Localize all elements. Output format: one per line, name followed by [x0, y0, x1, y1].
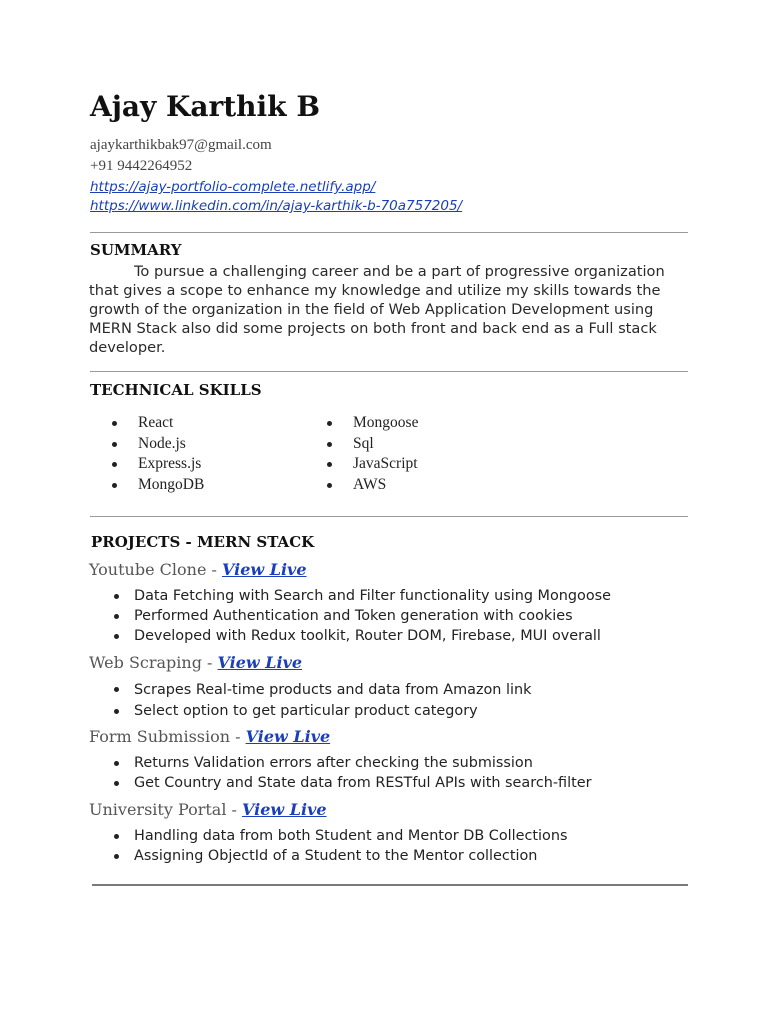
bullet-text: Get Country and State data from RESTful APIs with search-filter: [134, 775, 592, 791]
list-item: [112, 606, 611, 626]
list-item: [112, 701, 531, 721]
skills-heading: TECHNICAL SKILLS: [90, 381, 262, 399]
project-title-youtube-clone: [89, 560, 307, 579]
skill-item: [112, 475, 204, 496]
bullet-icon: [112, 462, 117, 467]
skill-label: React: [138, 414, 174, 431]
view-live-link[interactable]: View Live: [217, 653, 303, 672]
project-separator: -: [206, 560, 222, 579]
project-name: Youtube Clone: [89, 560, 207, 579]
skill-label: Express.js: [138, 455, 202, 472]
bullet-text: Handling data from both Student and Mentor DB Collections: [134, 828, 568, 844]
view-live-link[interactable]: View Live: [242, 800, 327, 819]
project-name: University Portal: [89, 800, 227, 819]
project-separator: -: [226, 800, 243, 819]
bullet-icon: [112, 483, 117, 488]
project-bullets-web-scraping: [112, 679, 531, 721]
bullet-icon: [114, 614, 119, 619]
bullet-icon: [327, 483, 332, 488]
summary-heading: SUMMARY: [90, 241, 182, 259]
view-live-link[interactable]: View Live: [245, 727, 331, 746]
candidate-name: Ajay Karthik B: [90, 90, 320, 123]
bullet-icon: [114, 634, 119, 639]
bullet-text: Data Fetching with Search and Filter functionality using Mongoose: [134, 588, 611, 604]
project-bullets-youtube-clone: [112, 586, 611, 646]
skill-label: JavaScript: [353, 455, 418, 472]
bullet-text: Assigning ObjectId of a Student to the Mentor collection: [134, 848, 538, 864]
bullet-icon: [114, 854, 119, 859]
phone-text: +91 9442264952: [90, 158, 193, 174]
list-item: [112, 679, 531, 701]
skill-item: [327, 475, 418, 496]
bullet-icon: [327, 421, 332, 426]
list-item: [112, 753, 592, 773]
skill-label: AWS: [353, 475, 387, 493]
project-title-university-portal: [89, 800, 327, 819]
bullet-text: Developed with Redux toolkit, Router DOM, Firebase, MUI overall: [134, 628, 601, 644]
projects-heading: PROJECTS - MERN STACK: [91, 533, 315, 551]
list-item: [112, 773, 592, 793]
skill-label: Sql: [353, 434, 374, 452]
skill-label: MongoDB: [138, 475, 205, 493]
divider-skills: [90, 371, 688, 372]
skills-column-right: [327, 413, 418, 495]
bullet-text: Scrapes Real-time products and data from Amazon link: [134, 682, 532, 698]
bullet-icon: [114, 761, 119, 766]
list-item: [112, 586, 611, 606]
bullet-icon: [114, 594, 119, 599]
bullet-icon: [327, 442, 332, 447]
view-live-link[interactable]: View Live: [221, 560, 307, 579]
skill-label: Node.js: [138, 434, 186, 452]
project-separator: -: [230, 727, 246, 746]
skill-label: Mongoose: [353, 414, 419, 431]
bullet-icon: [114, 687, 119, 692]
skill-item: [327, 434, 418, 455]
bullet-icon: [112, 421, 117, 426]
bullet-text: Select option to get particular product category: [134, 703, 478, 719]
bullet-icon: [114, 781, 119, 786]
divider-summary: [90, 232, 688, 233]
bullet-text: Returns Validation errors after checking the submission: [134, 755, 533, 771]
bullet-text: Performed Authentication and Token generation with cookies: [134, 608, 573, 624]
bullet-icon: [327, 462, 332, 467]
divider-bottom: [92, 884, 688, 886]
skill-item: [112, 434, 204, 455]
divider-projects: [90, 516, 688, 517]
list-item: [112, 626, 611, 646]
linkedin-link[interactable]: https://www.linkedin.com/in/ajay-karthik-b-70a757205/: [90, 198, 463, 214]
project-title-web-scraping: [89, 653, 302, 672]
project-name: Web Scraping: [89, 653, 202, 672]
summary-text: To pursue a challenging career and be a part of progressive organization that gives a scope to enhance my knowledge and utilize my skills towards the growth of the organization in the field of Web Application Development using MERN Stack also did some projects on both front and back end as a Full stack developer.: [89, 263, 665, 356]
list-item: [112, 846, 567, 866]
project-separator: -: [201, 653, 218, 672]
project-title-form-submission: [89, 727, 330, 746]
skill-item: [327, 454, 418, 475]
project-bullets-form-submission: [112, 753, 592, 793]
list-item: [112, 826, 567, 846]
skills-column-left: [112, 413, 204, 495]
skill-item: [327, 413, 418, 434]
project-name: Form Submission: [89, 727, 231, 746]
bullet-icon: [114, 834, 119, 839]
portfolio-link[interactable]: https://ajay-portfolio-complete.netlify.app/: [90, 179, 376, 195]
skill-item: [112, 413, 204, 434]
project-bullets-university-portal: [112, 826, 567, 866]
skill-item: [112, 454, 204, 475]
bullet-icon: [112, 442, 117, 447]
email-text: ajaykarthikbak97@gmail.com: [90, 137, 272, 153]
bullet-icon: [114, 709, 119, 714]
